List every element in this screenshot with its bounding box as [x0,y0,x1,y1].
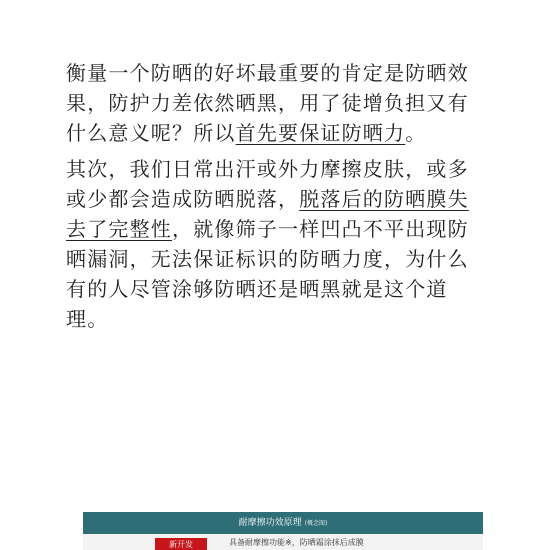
underlined-emphasis: 首先要保证防晒力 [235,121,406,145]
underlined-emphasis: 脱落后的防晒膜失 [299,187,469,211]
paragraph-2-line-3 [66,214,496,244]
text-segment: ，就像筛子一样凹凸不平出现防 [172,217,469,241]
paragraph-2-line-4: 晒漏洞，无法保证标识的防晒力度，为什么 [66,247,469,271]
underlined-emphasis: 去了完整性 [66,217,172,241]
paragraph-2-line-1: 其次，我们日常出汗或外力摩擦皮肤，或多 [66,157,469,181]
paragraph-1-line-2: 果，防护力差依然晒黑，用了徒增负担又有 [66,91,469,115]
figure-title: 耐摩擦功效原理 [238,518,302,528]
text-segment: 什么意义呢？所以 [66,121,236,145]
paragraph-2-line-5: 有的人尽管涂够防晒还是晒黑就是这个道 [66,277,448,301]
paragraph-1-line-3 [66,118,496,148]
figure-header [83,512,483,534]
text-segment: 或少都会造成防晒脱落， [66,187,300,211]
article-body [66,58,496,334]
principle-figure [83,512,483,550]
paragraph-1-line-1: 衡量一个防晒的好坏最重要的肯定是防晒效 [66,61,469,85]
figure-caption: 具备耐摩擦功能※，防晒霜涂抹后成膜 [229,538,364,547]
text-segment: 。 [405,121,427,145]
figure-title-note: (概念图) [304,520,328,527]
new-development-badge: 新开发 [155,538,207,550]
paragraph-2-line-2 [66,184,496,214]
figure-body [83,534,483,550]
paragraph-2-line-6: 理。 [66,307,109,331]
